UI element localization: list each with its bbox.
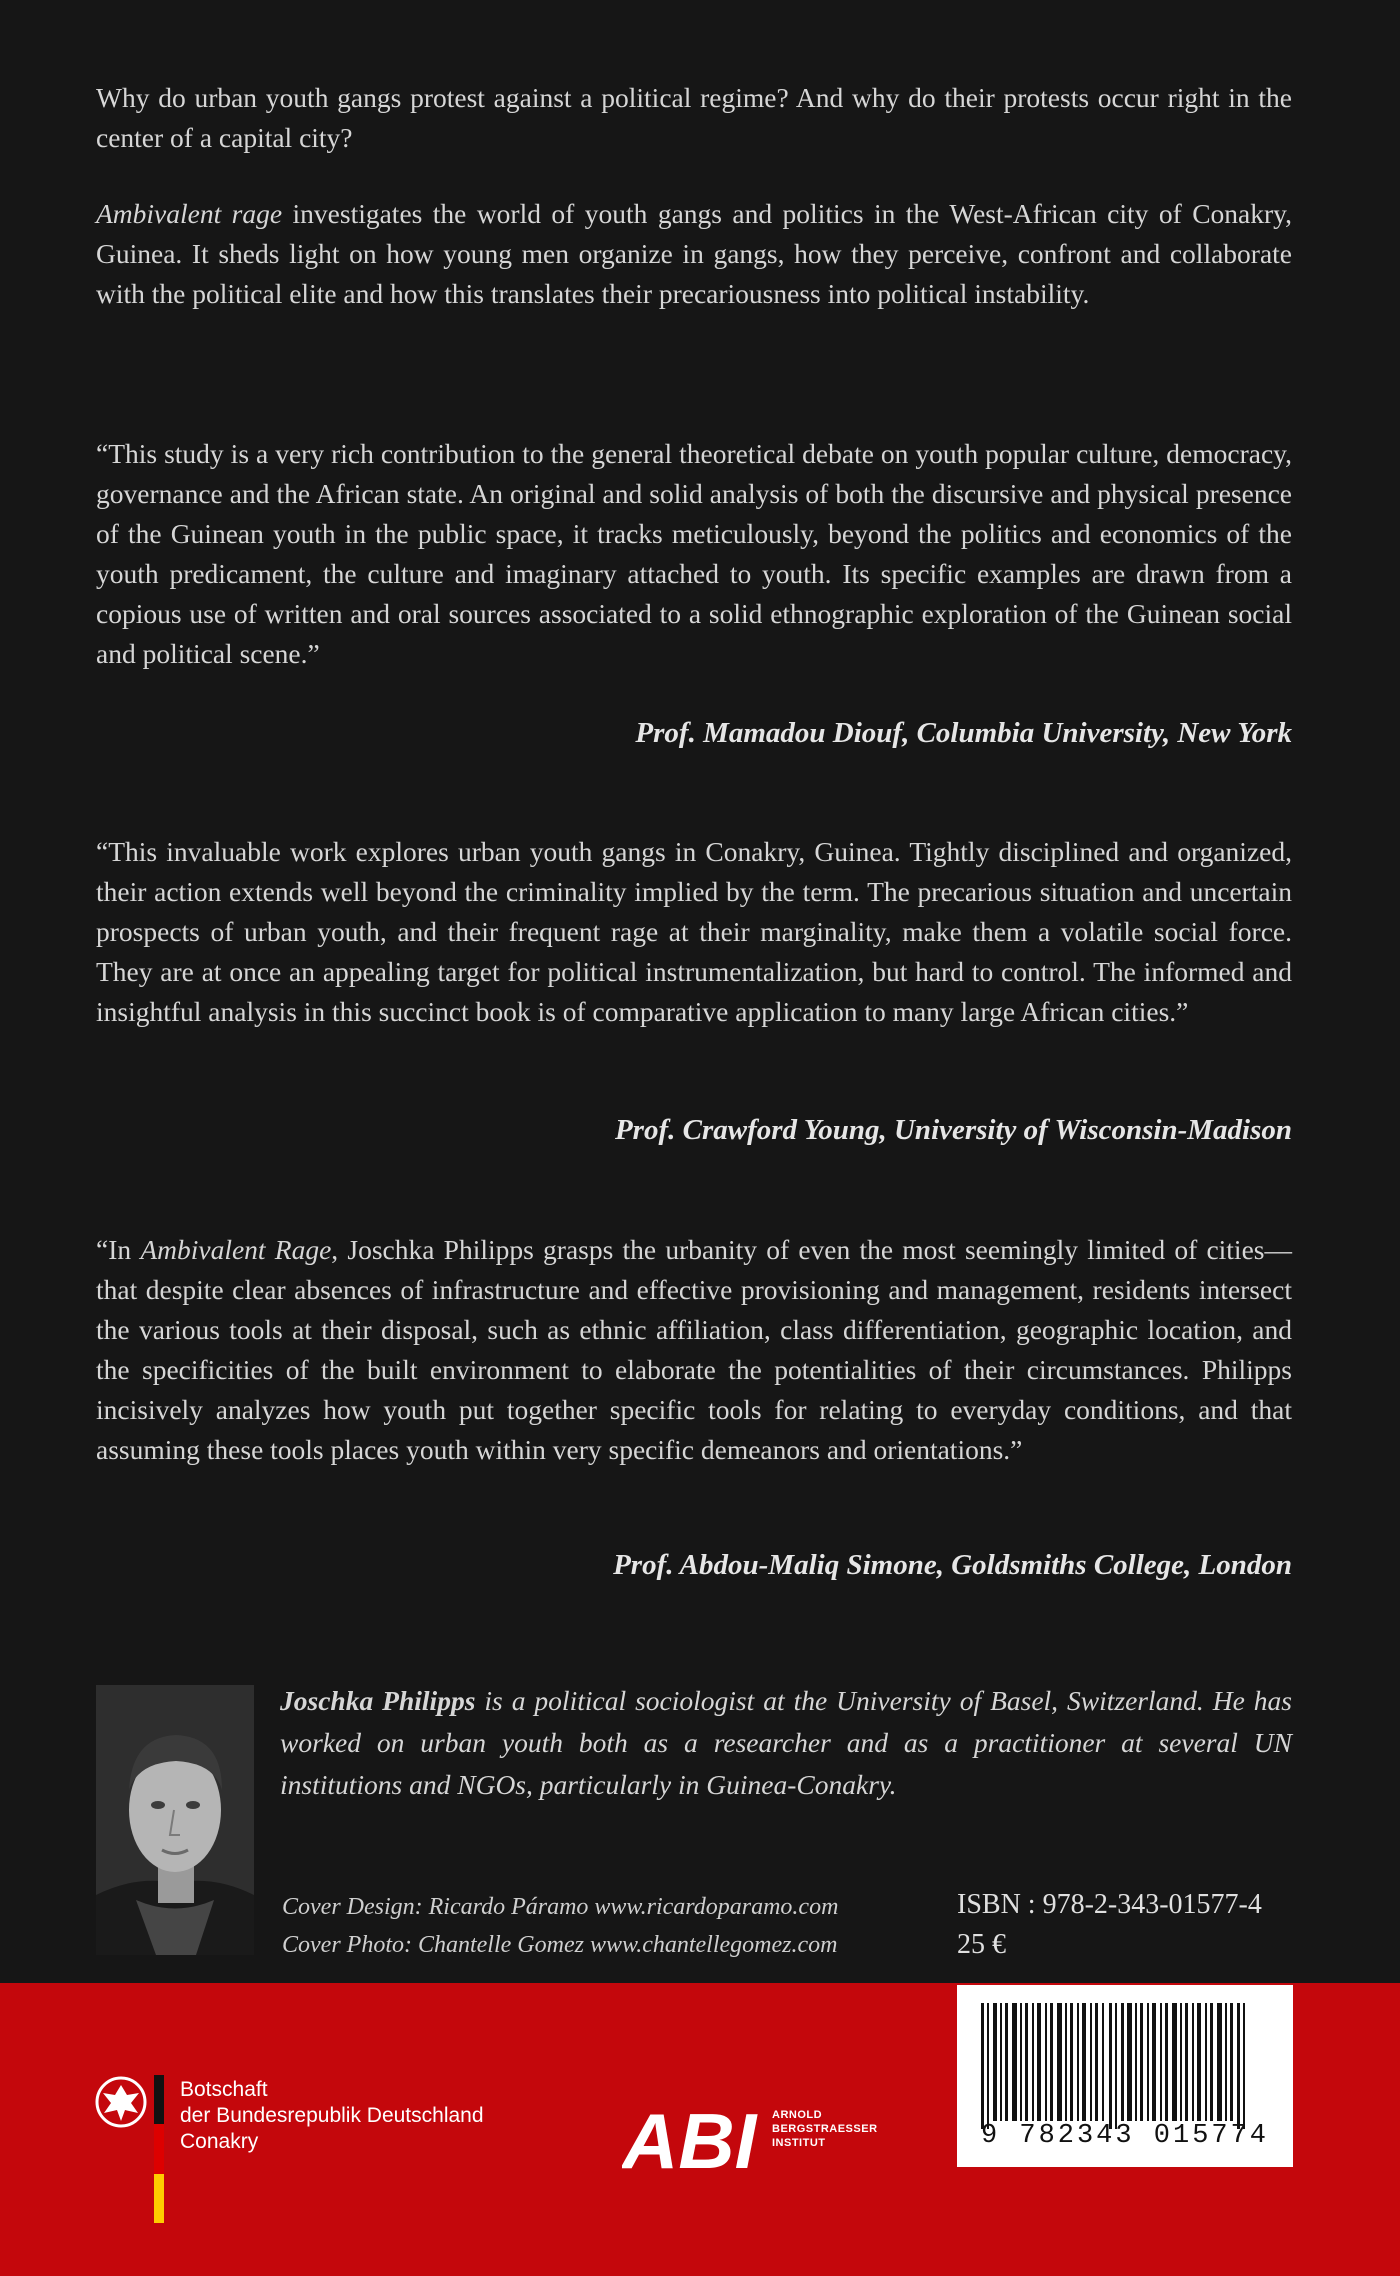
price: 25 € [957, 1929, 1006, 1960]
abi-name-line-3: INSTITUT [772, 2137, 826, 2149]
embassy-line-2: der Bundesrepublik Deutschland [180, 2104, 484, 2127]
abi-logo-text: ABI [622, 2100, 757, 2180]
author-photo [96, 1685, 254, 1955]
cover-photo-credit: Cover Photo: Chantelle Gomez www.chantellegomez.com [282, 1932, 838, 1958]
intro-question: Why do urban youth gangs protest against a political regime? And why do their protests occur right in the center of a capital city? [96, 82, 1292, 153]
review-attribution-1: Prof. Mamadou Diouf, Columbia University, New York [635, 717, 1292, 749]
embassy-logo [94, 2075, 584, 2225]
abi-logo-mark [622, 2100, 762, 2180]
review-attribution-2: Prof. Crawford Young, University of Wisconsin-Madison [614, 1114, 1292, 1146]
abi-logo [622, 2090, 912, 2200]
author-bio [280, 1680, 1292, 1806]
german-flag-bar [154, 2075, 164, 2223]
review-attribution-3: Prof. Abdou-Maliq Simone, Goldsmiths College, London [613, 1549, 1292, 1581]
barcode-digits: 9 782343 015774 [980, 2121, 1270, 2151]
cover-credits [282, 1888, 838, 1964]
federal-eagle-icon [94, 2075, 148, 2129]
isbn-block [957, 1885, 1262, 1965]
isbn-barcode [957, 1985, 1293, 2167]
cover-design-credit: Cover Design: Ricardo Páramo www.ricardoparamo.com [282, 1894, 839, 1920]
review-quote-3 [96, 1230, 1292, 1470]
intro-description [96, 194, 1292, 314]
book-title-italic: Ambivalent rage [96, 198, 283, 229]
isbn-number: ISBN : 978-2-343-01577-4 [957, 1889, 1262, 1920]
abi-name-line-2: BERGSTRAESSER [772, 2123, 878, 2135]
embassy-line-3: Conakry [180, 2130, 259, 2153]
embassy-line-1: Botschaft [180, 2078, 268, 2101]
intro-description-text: investigates the world of youth gangs and politics in the West-African city of Conakry, Guinea. It sheds light on how young men organize in gangs, how they perceive, confront and collaborate with the political elite and how this translates their precariousness into political instability. [96, 198, 1292, 309]
review-quote-2: “This invaluable work explores urban youth gangs in Conakry, Guinea. Tightly disciplined and organized, their action extends well beyond the criminality implied by the term. The precarious situation and uncertain prospects of urban youth, and their frequent rage at their marginality, make them a volatile social force. They are at once an appealing target for political instrumentalization, but hard to control. The informed and insightful analysis in this succinct book is of comparative application to many large African cities.” [96, 836, 1292, 1027]
author-name: Joschka Philipps [280, 1685, 476, 1716]
embassy-text [180, 2077, 600, 2155]
review-quote-3-open: “In [96, 1234, 141, 1265]
review-quote-3-title: Ambivalent Rage [140, 1234, 332, 1265]
abi-name-line-1: ARNOLD [772, 2109, 823, 2121]
review-quote-3-text: , Joschka Philipps grasps the urbanity of even the most seemingly limited of cities—that despite clear absences of infrastructure and effective provisioning and management, residents intersect the various tools at their disposal, such as ethnic affiliation, class differentiation, geographic location, and the specificities of the built environment to elaborate the potentialities of their circumstances. Philipps incisively analyzes how youth put together specific tools for relating to everyday conditions, and that assuming these tools places youth within very specific demeanors and orientations.” [96, 1234, 1292, 1465]
author-bio-text: is a political sociologist at the University of Basel, Switzerland. He has worked on urban youth both as a researcher and as a practitioner at several UN institutions and NGOs, particularly in Guinea-Conakry. [280, 1685, 1292, 1800]
review-quote-1: “This study is a very rich contribution to the general theoretical debate on youth popular culture, democracy, governance and the African state. An original and solid analysis of both the discursive and physical presence of the Guinean youth in the public space, it tracks meticulously, beyond the politics and economics of the youth predicament, the culture and imaginary attached to youth. Its specific examples are drawn from a copious use of written and oral sources associated to a solid ethnographic exploration of the Guinean social and political scene.” [96, 438, 1292, 669]
abi-name [772, 2108, 878, 2150]
author-portrait-illustration [96, 1685, 254, 1955]
